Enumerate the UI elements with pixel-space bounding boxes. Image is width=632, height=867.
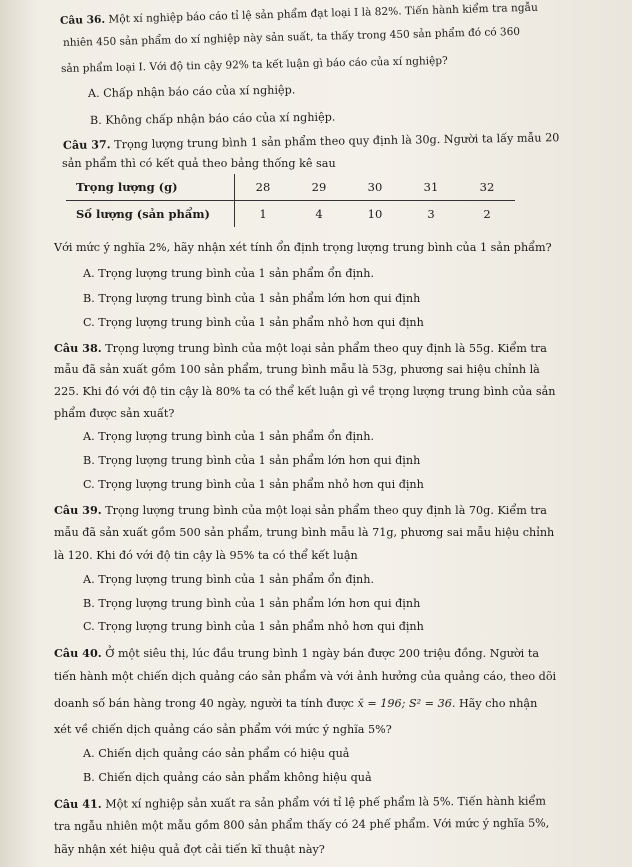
q40-text-3: doanh số bán hàng trong 40 ngày, người ta tính được [54,697,358,710]
q40-line-3 [54,697,537,711]
q36-option-a: A. Chấp nhận báo cáo của xí nghiệp. [87,83,296,100]
q40-option-b: B. Chiến dịch quảng cáo sản phẩm không hiệu quả [83,771,372,784]
q39-option-c: C. Trọng lượng trung bình của 1 sản phẩm nhỏ hơn qui định [83,620,424,633]
q36-option-b: B. Không chấp nhận báo cáo của xí nghiệp. [89,110,336,127]
q39-option-b: B. Trọng lượng trung bình của 1 sản phẩm lớn hơn qui định [83,597,421,610]
q41-line-1 [54,794,546,812]
table-cell: 29 [291,174,347,201]
q40-text-3b: . Hãy cho nhận [451,697,538,710]
q36-line-2: nhiên 450 sản phẩm do xí nghiệp này sản suất, ta thấy trong 450 sản phẩm đó có 360 [62,25,521,49]
table-cell: 4 [315,207,323,221]
q38-text-1: Trọng lượng trung bình của một loại sản phẩm theo quy định là 55g. Kiểm tra [101,342,547,355]
q40-label: Câu 40. [54,646,102,660]
q37-option-a: A. Trọng lượng trung bình của 1 sản phẩm ổn định. [83,267,375,280]
q37-option-b: B. Trọng lượng trung bình của 1 sản phẩm lớn hơn qui định [83,292,421,305]
q37-line-2: sản phẩm thì có kết quả theo bảng thống kê sau [62,157,336,170]
q37-label: Câu 37. [62,137,111,152]
table-cell: 28 [235,174,292,201]
q38-label: Câu 38. [54,341,102,355]
q37-option-c: C. Trọng lượng trung bình của 1 sản phẩm nhỏ hơn qui định [83,316,424,329]
q38-line-2: mẫu đã sản xuất gồm 100 sản phẩm, trung bình mẫu là 53g, phương sai hiệu chỉnh là [54,363,540,376]
q38-option-a: A. Trọng lượng trung bình của 1 sản phẩm ổn định. [83,430,375,443]
q36-line-1 [60,1,538,28]
q40-line-1 [54,646,539,661]
q41-line-3: hãy nhận xét hiệu quả đợt cải tiến kĩ thuật này? [54,843,325,856]
table-row [66,174,515,201]
q41-line-2: tra ngẫu nhiên một mẫu gồm 800 sản phẩm thấy có 24 phế phẩm. Với mức ý nghĩa 5%, [53,816,550,833]
q38-line-4: phẩm được sản xuất? [54,407,175,420]
q36-line-3: sản phẩm loại I. Với độ tin cậy 92% ta kết luận gì báo cáo của xí nghiệp? [60,54,448,75]
table-row [66,201,515,228]
q37-line-3: Với mức ý nghĩa 2%, hãy nhận xét tính ổn định trọng lượng trung bình của 1 sản phẩm? [54,241,552,254]
table-header-weight: Trọng lượng (g) [66,174,235,201]
q39-line-3: là 120. Khi đó với độ tin cậy là 95% ta có thể kết luận [54,549,358,562]
q40-option-a: A. Chiến dịch quảng cáo sản phẩm có hiệu quả [83,747,350,760]
q39-line-1 [54,503,547,518]
q40-text-1: Ở một siêu thị, lúc đầu trung bình 1 ngày bán được 200 triệu đồng. Người ta [101,647,539,660]
q38-line-1 [54,341,547,356]
table-cell: 2 [483,207,491,221]
q36-text-1: Một xí nghiệp báo cáo tỉ lệ sản phẩm đạt loại I là 82%. Tiến hành kiểm tra ngẫu [104,1,539,26]
q39-text-1: Trọng lượng trung bình của một loại sản phẩm theo quy định là 70g. Kiểm tra [101,504,547,517]
q39-label: Câu 39. [54,503,102,517]
q40-line-4: xét về chiến dịch quảng cáo sản phẩm với mức ý nghĩa 5%? [54,723,392,736]
table-cell: 32 [459,174,515,201]
q36-label: Câu 36. [59,13,106,27]
q38-line-3: 225. Khi đó với độ tin cậy là 80% ta có thể kết luận gì về trọng lượng trung bình của sản [54,385,556,398]
q37-line-1 [63,130,560,153]
table-cell: 31 [403,174,459,201]
table-cell: 30 [347,174,403,201]
q41-text-1: Một xí nghiệp sản xuất ra sản phẩm với tỉ lệ phế phẩm là 5%. Tiến hành kiểm [101,794,546,811]
q40-line-2: tiến hành một chiến dịch quảng cáo sản phẩm và với ảnh hưởng của quảng cáo, theo dõi [54,670,557,683]
q39-line-2: mẫu đã sản xuất gồm 500 sản phẩm, trung bình mẫu là 71g, phương sai mẫu hiệu chỉnh [54,526,555,539]
q37-text-1: Trọng lượng trung bình 1 sản phẩm theo quy định là 30g. Người ta lấy mẫu 20 [110,131,560,152]
q40-formula: x̄ = 196; S² = 36 [357,697,452,710]
table-cell: 10 [367,207,383,221]
table-header-count: Số lượng (sản phẩm) [66,201,235,228]
q39-option-a: A. Trọng lượng trung bình của 1 sản phẩm ổn định. [83,573,375,586]
q38-option-b: B. Trọng lượng trung bình của 1 sản phẩm lớn hơn qui định [83,454,421,467]
q38-option-c: C. Trọng lượng trung bình của 1 sản phẩm nhỏ hơn qui định [83,478,424,491]
table-cell: 1 [259,207,267,221]
q41-label: Câu 41. [53,796,102,811]
weight-table [66,174,515,227]
table-cell: 3 [427,207,435,221]
